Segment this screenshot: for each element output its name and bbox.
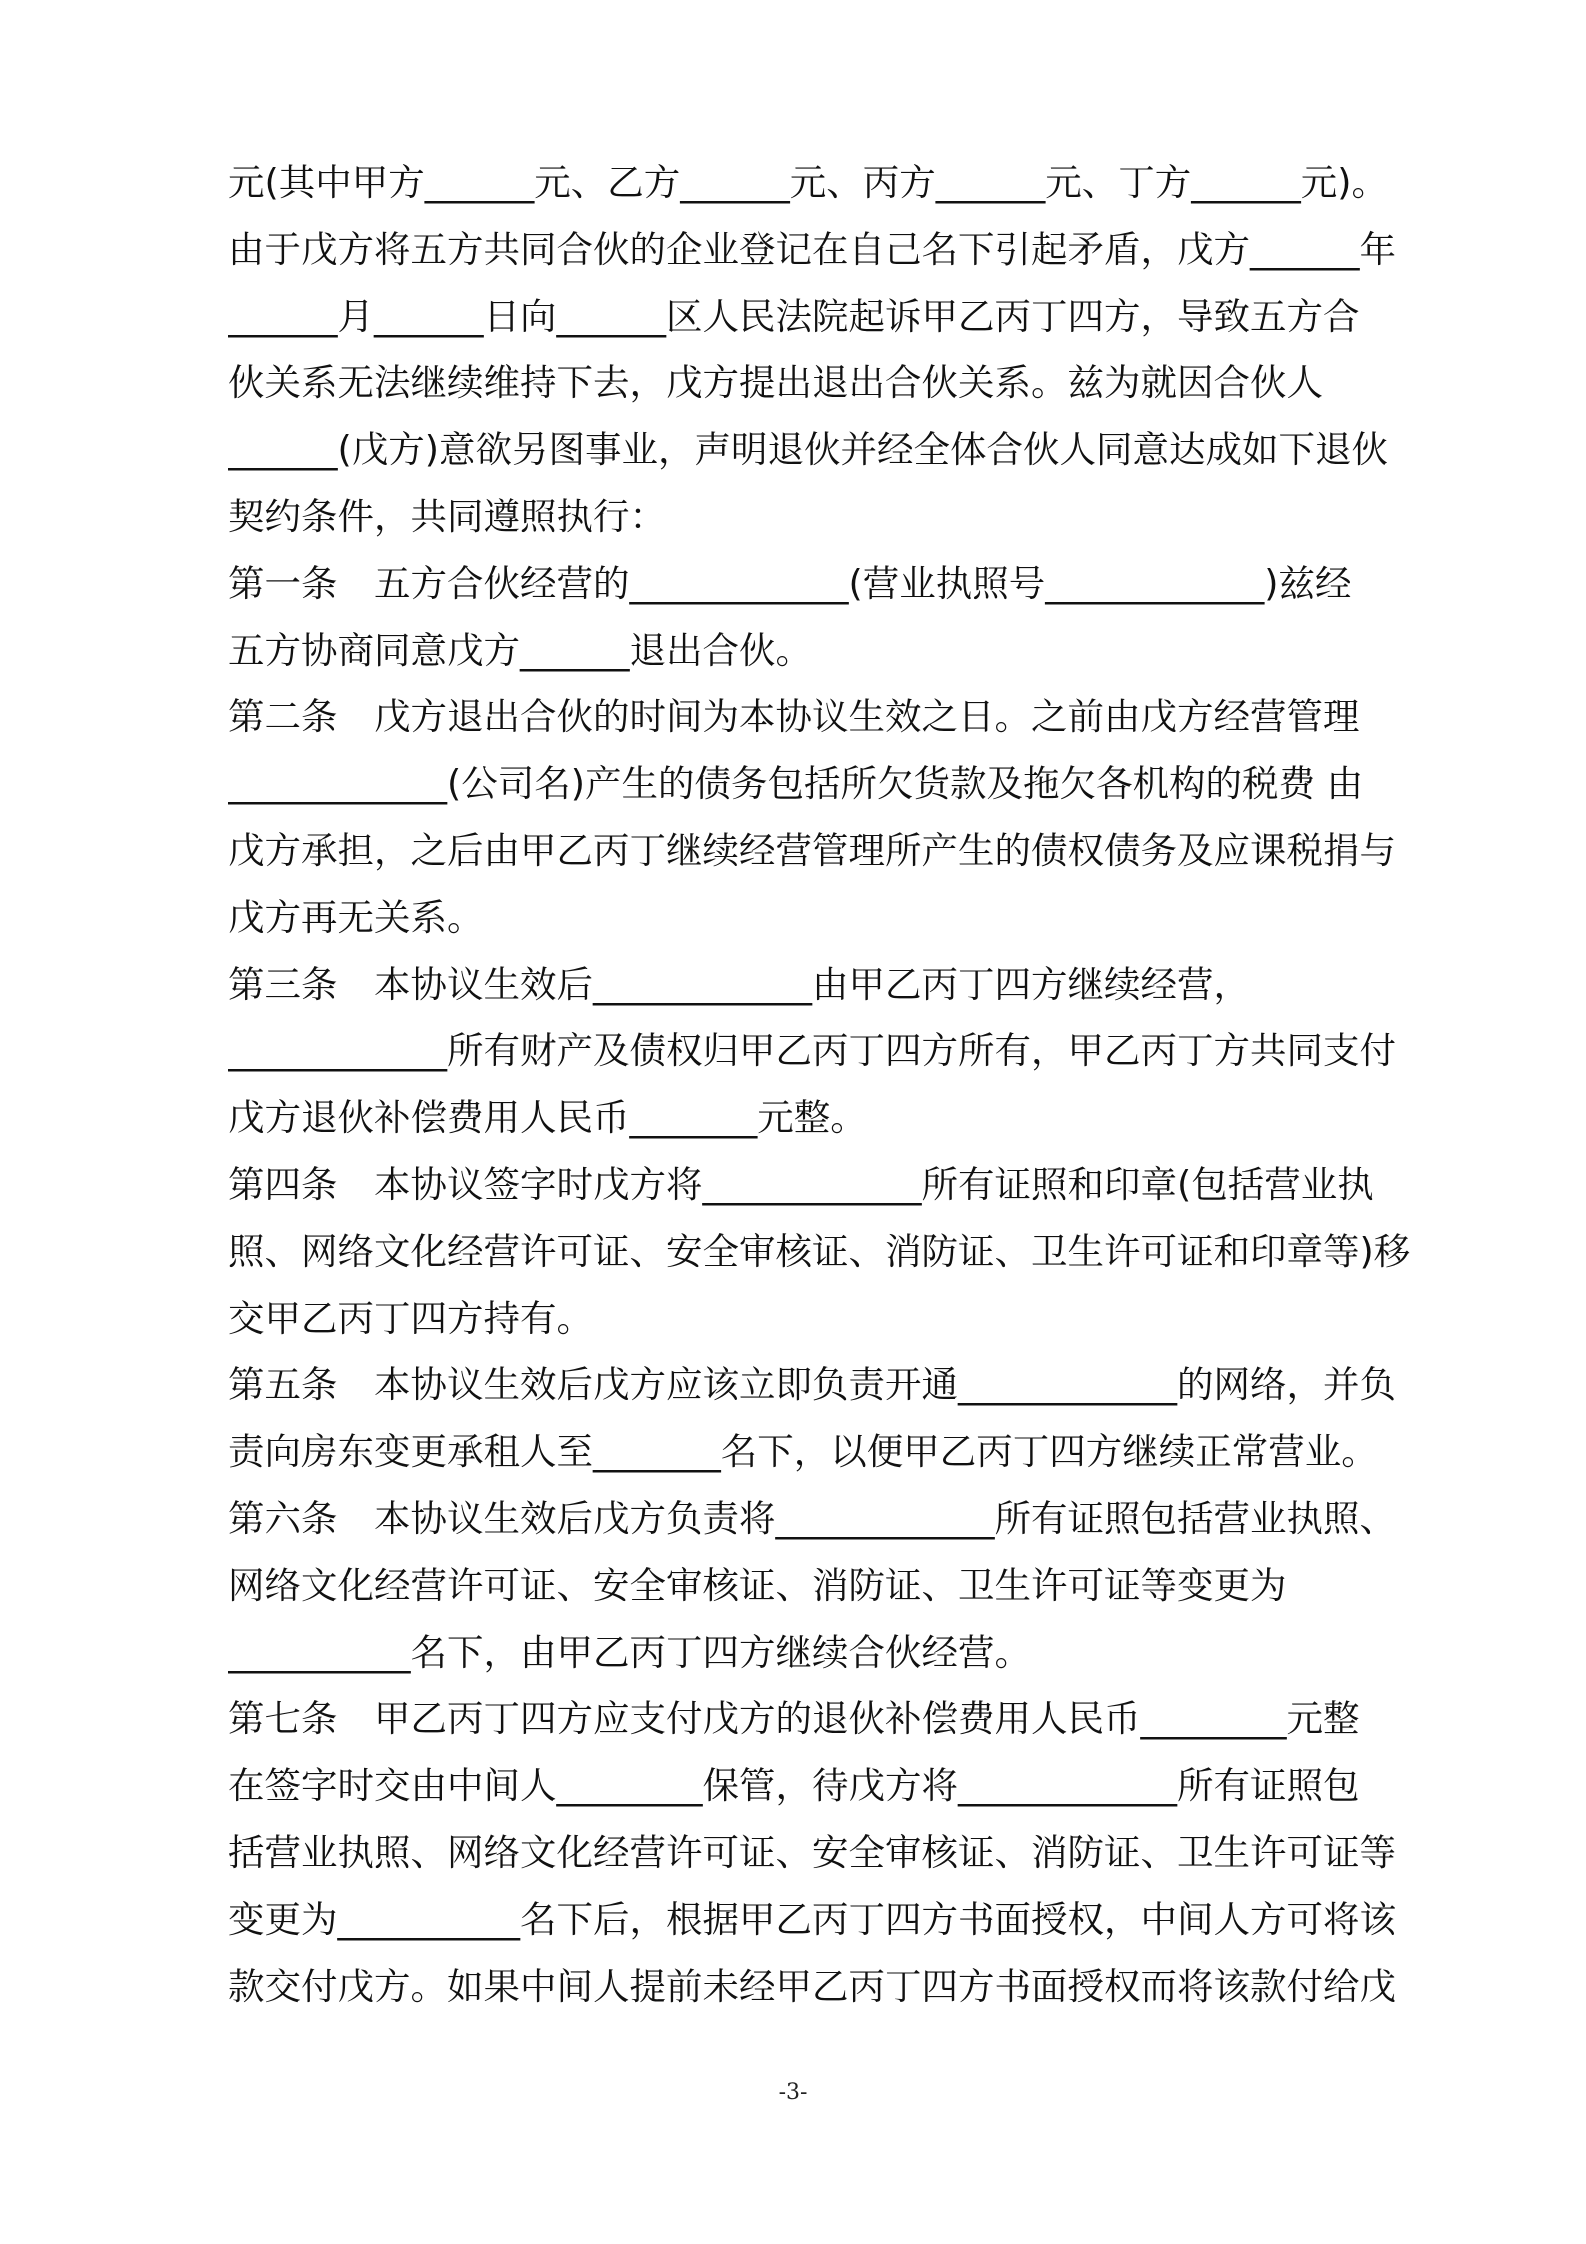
text-line: __________名下，由甲乙丙丁四方继续合伙经营。: [228, 1630, 1031, 1674]
text-line: 在签字时交由中间人________保管，待戊方将____________所有证照包: [228, 1764, 1360, 1808]
text-line: 款交付戊方。如果中间人提前未经甲乙丙丁四方书面授权而将该款付给戊: [228, 1964, 1396, 2008]
article-6-line: 第六条 本协议生效后戊方负责将____________所有证照包括营业执照、: [228, 1496, 1396, 1540]
text-line: 戊方承担，之后由甲乙丙丁继续经营管理所产生的债权债务及应课税捐与: [228, 828, 1396, 872]
text-line: 戊方再无关系。: [228, 895, 484, 939]
article-3-line: 第三条 本协议生效后____________由甲乙丙丁四方继续经营，: [228, 962, 1250, 1006]
article-4-line: 第四条 本协议签字时戊方将____________所有证照和印章(包括营业执: [228, 1162, 1374, 1206]
text-line: 照、网络文化经营许可证、安全审核证、消防证、卫生许可证和印章等)移: [228, 1229, 1411, 1273]
text-line: 括营业执照、网络文化经营许可证、安全审核证、消防证、卫生许可证等: [228, 1830, 1396, 1874]
text-line: 交甲乙丙丁四方持有。: [228, 1296, 593, 1340]
text-line: 责向房东变更承租人至_______名下，以便甲乙丙丁四方继续正常营业。: [228, 1430, 1378, 1474]
text-line: ______月______日向______区人民法院起诉甲乙丙丁四方，导致五方合: [228, 294, 1360, 338]
text-line: ______(戊方)意欲另图事业，声明退伙并经全体合伙人同意达成如下退伙: [228, 428, 1388, 472]
agreement-body: [228, 150, 1468, 2020]
article-7-line: 第七条 甲乙丙丁四方应支付戊方的退伙补偿费用人民币________元整: [228, 1697, 1360, 1741]
article-1-line: 第一条 五方合伙经营的____________(营业执照号____________)兹经: [228, 561, 1352, 605]
text-line: 元(其中甲方______元、乙方______元、丙方______元、丁方______元)。: [228, 161, 1388, 204]
text-line: 契约条件，共同遵照执行：: [228, 494, 666, 538]
text-line: 伙关系无法继续维持下去，戊方提出退出合伙关系。兹为就因合伙人: [228, 361, 1323, 405]
text-line: 网络文化经营许可证、安全审核证、消防证、卫生许可证等变更为: [228, 1563, 1287, 1607]
text-line: 五方协商同意戊方______退出合伙。: [228, 628, 812, 672]
page-number: -3-: [778, 2080, 808, 2105]
text-line: 戊方退伙补偿费用人民币_______元整。: [228, 1096, 867, 1140]
article-5-line: 第五条 本协议生效后戊方应该立即负责开通____________的网络，并负: [228, 1363, 1396, 1407]
text-line: ____________所有财产及债权归甲乙丙丁四方所有，甲乙丙丁方共同支付: [228, 1029, 1396, 1073]
text-line: ____________(公司名)产生的债务包括所欠货款及拖欠各机构的税费 由: [228, 762, 1364, 806]
text-line: 变更为__________名下后，根据甲乙丙丁四方书面授权，中间人方可将该: [228, 1897, 1396, 1941]
text-line: 由于戊方将五方共同合伙的企业登记在自己名下引起矛盾，戊方______年: [228, 227, 1396, 271]
article-2-line: 第二条 戊方退出合伙的时间为本协议生效之日。之前由戊方经营管理: [228, 695, 1360, 739]
